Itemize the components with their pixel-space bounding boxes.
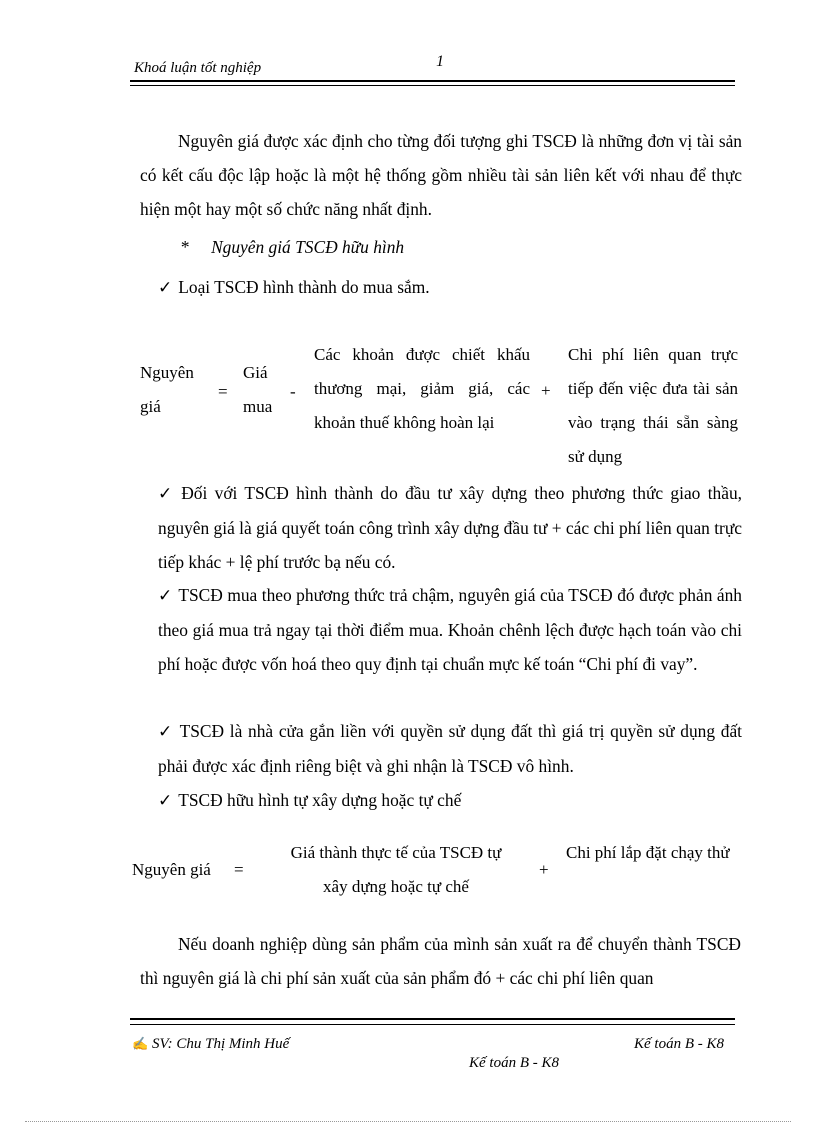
header-title: Khoá luận tốt nghiệp [134,60,262,76]
formula1-plus: + [541,381,551,400]
header-rule-top [130,80,735,82]
page-number: 1 [436,53,444,70]
footer-student [132,1036,289,1053]
formula1-equals: = [218,382,228,401]
formula1-deductions: Các khoản được chiết khấu thương mại, giảm giá, các khoản thuế không hoàn lại [314,345,530,432]
formula2-cost-price [270,836,522,904]
formula1-gia-mua [243,356,283,424]
check-icon: ✓ [158,722,174,741]
check-icon: ✓ [158,791,173,810]
formula2-nguyen-gia: Nguyên giá [132,860,211,879]
formula1-term1-line1: Nguyên [140,363,194,382]
page-edge-divider [25,1121,791,1122]
formula2-term2-line1: Giá thành thực tế của TSCĐ tự [290,843,502,862]
list-item [158,714,742,783]
list-item-text: Loại TSCĐ hình thành do mua sắm. [178,277,430,297]
formula1-related-costs: Chi phí liên quan trực tiếp đến việc đưa tài sản vào trạng thái sẵn sàng sử dụng [568,345,738,466]
list-item-text: TSCĐ mua theo phương thức trả chậm, nguyên giá của TSCĐ đó được phản ánh theo giá mua trả ngay tại thời điểm mua. Khoản chênh lệch được hạch toán vào chi phí hoặc được vốn hoá theo quy định tại chuẩn mực kế toán “Chi phí đi vay”. [158,585,742,674]
footer-rule-bottom [130,1024,735,1025]
list-item [158,476,742,579]
section-bullet: * [180,237,189,257]
list-item [158,578,742,681]
footer-rule-top [130,1018,735,1020]
list-item [158,783,461,818]
pen-icon: ✍ [132,1036,149,1051]
check-icon: ✓ [158,278,173,297]
section-heading-text: Nguyên giá TSCĐ hữu hình [211,237,405,257]
formula2-plus: + [539,860,549,879]
formula2-term2-line2: xây dựng hoặc tự chế [323,877,469,896]
check-icon: ✓ [158,586,173,605]
section-heading [180,230,404,264]
list-item [158,270,430,305]
footer-class-center: Kế toán B - K8 [469,1055,559,1071]
footer-student-name: SV: Chu Thị Minh Huế [151,1036,290,1052]
formula2-equals: = [234,860,244,879]
formula2-install-costs: Chi phí lắp đặt chạy thử [566,843,730,862]
formula1-term1-line2: giá [140,397,161,416]
list-item-text: Đối với TSCĐ hình thành do đầu tư xây dựng theo phương thức giao thầu, nguyên giá là giá quyết toán công trình xây dựng đầu tư + các chi phí liên quan trực tiếp khác + lệ phí trước bạ nếu có. [158,483,742,572]
paragraph-last: Nếu doanh nghiệp dùng sản phẩm của mình sản xuất ra để chuyển thành TSCĐ thì nguyên giá là chi phí sản xuất của sản phẩm đó + các chi phí liên quan [140,934,741,988]
formula1-nguyen-gia [140,356,200,424]
footer-class-right: Kế toán B - K8 [634,1036,724,1052]
list-item-text: TSCĐ là nhà cửa gắn liền với quyền sử dụng đất thì giá trị quyền sử dụng đất phải được xác định riêng biệt và ghi nhận là TSCĐ vô hình. [158,721,743,776]
formula1-term2-line1: Giá [243,363,268,382]
header-rule-bottom [130,85,735,86]
list-item-text: TSCĐ hữu hình tự xây dựng hoặc tự chế [178,790,462,810]
formula1-minus: - [290,382,296,401]
formula1-term2-line2: mua [243,397,273,416]
paragraph-intro: Nguyên giá được xác định cho từng đối tượng ghi TSCĐ là những đơn vị tài sản có kết cấu độc lập hoặc là một hệ thống gồm nhiều tài sản liên kết với nhau để thực hiện một hay một số chức năng nhất định. [140,131,742,219]
check-icon: ✓ [158,484,176,503]
